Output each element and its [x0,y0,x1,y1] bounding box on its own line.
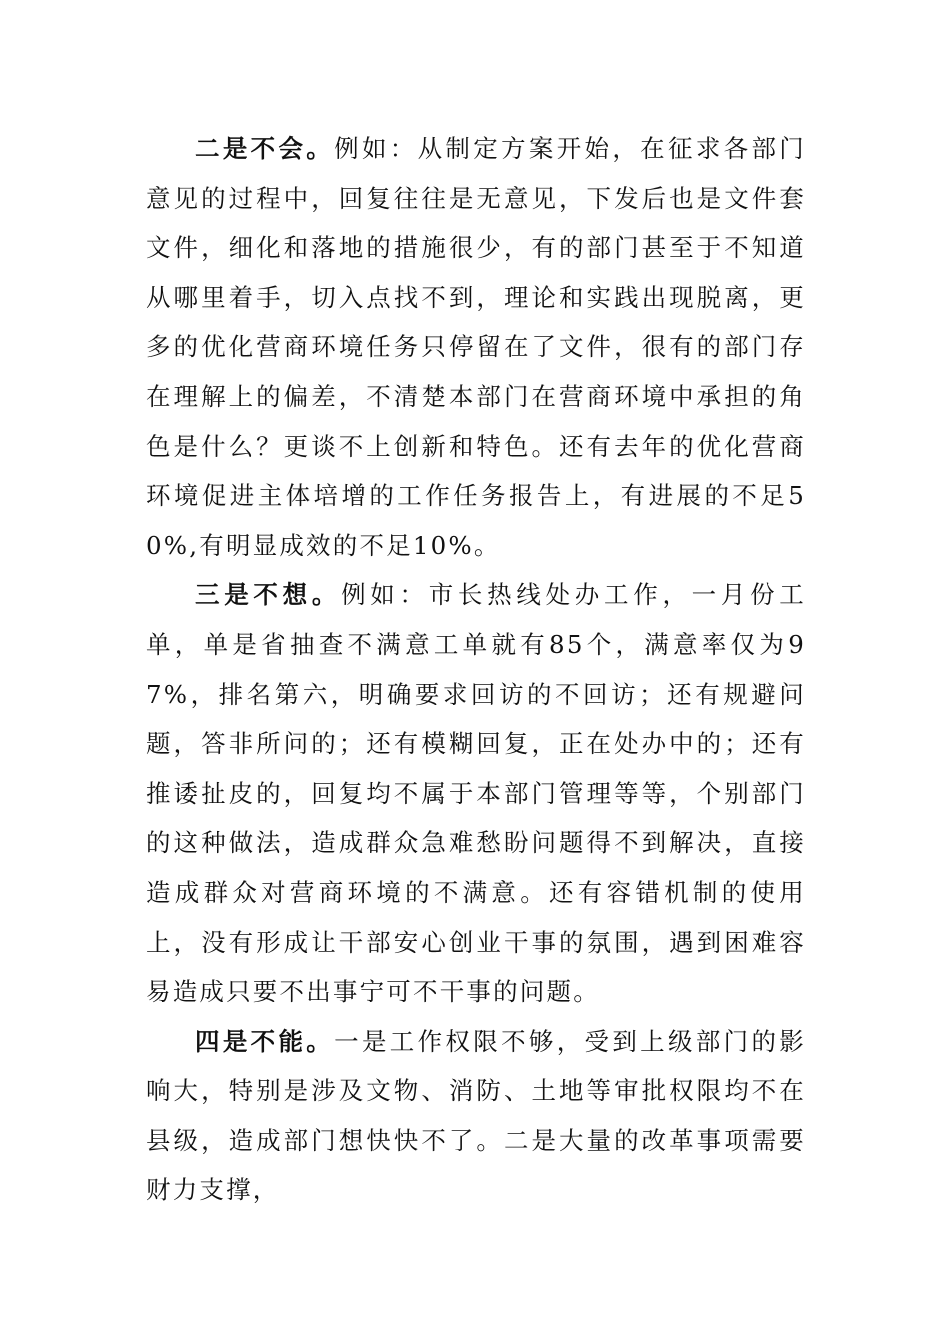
paragraph-lead: 三是不想。 [195,580,342,610]
paragraph-text: 例如：从制定方案开始，在征求各部门意见的过程中，回复往往是无意见，下发后也是文件套文件，细化和落地的措施很少，有的部门甚至于不知道从哪里着手，切入点找不到，理论和实践出现脱离，更多的优化营商环境任务只停留在了文件，很有的部门存在理解上的偏差，不清楚本部门在营商环境中承担的角色是什么？更谈不上创新和特色。还有去年的优化营商环境促进主体培增的工作任务报告上，有进展的不足50%,有明显成效的不足10%。 [146,134,806,560]
paragraph-bu-xiang [146,570,806,1016]
paragraph-text: 例如：市长热线处办工作，一月份工单，单是省抽查不满意工单就有85个，满意率仅为97%，排名第六，明确要求回访的不回访；还有规避问题，答非所问的；还有模糊回复，正在处办中的；还有推诿扯皮的，回复均不属于本部门管理等等，个别部门的这种做法，造成群众急难愁盼问题得不到解决，直接造成群众对营商环境的不满意。还有容错机制的使用上，没有形成让干部安心创业干事的氛围，遇到困难容易造成只要不出事宁可不干事的问题。 [146,580,806,1007]
paragraph-lead: 四是不能。 [195,1026,335,1056]
paragraph-bu-hui [146,124,806,570]
paragraph-lead: 二是不会。 [195,134,335,163]
document-body [146,124,806,1215]
paragraph-bu-neng [146,1017,806,1215]
paragraph-text: 一是工作权限不够，受到上级部门的影响大，特别是涉及文物、消防、土地等审批权限均不在县级，造成部门想快快不了。二是大量的改革事项需要财力支撑， [146,1026,806,1205]
